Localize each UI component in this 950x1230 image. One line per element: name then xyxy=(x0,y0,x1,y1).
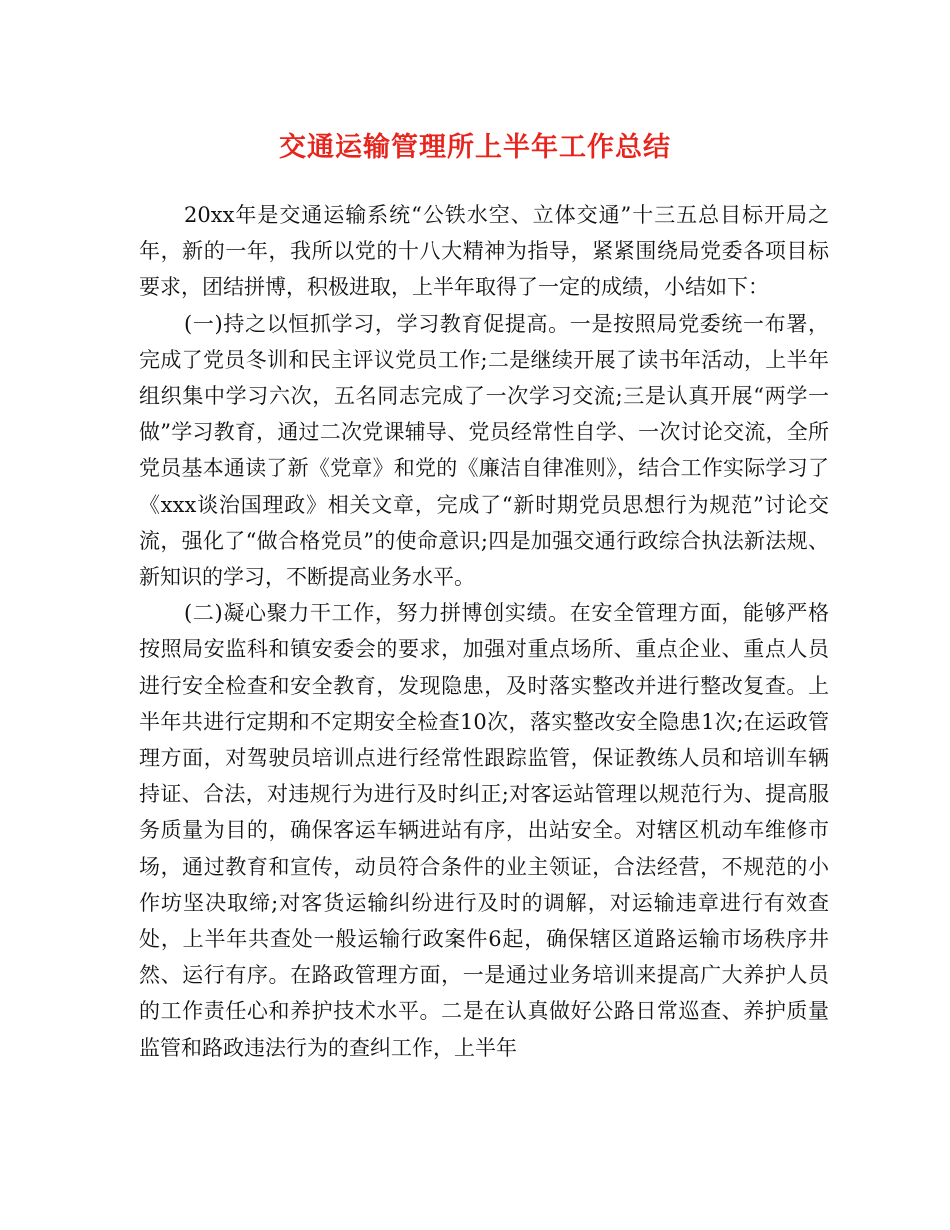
document-body xyxy=(139,197,829,1066)
document-title: 交通运输管理所上半年工作总结 xyxy=(279,132,671,163)
paragraph-study: (一)持之以恒抓学习，学习教育促提高。一是按照局党委统一布署，完成了党员冬训和民主评议党员工作;二是继续开展了读书年活动，上半年组织集中学习六次，五名同志完成了一次学习交流;三是认真开展“两学一做”学习教育，通过二次党课辅导、党员经常性自学、一次讨论交流，全所党员基本通读了新《党章》和党的《廉洁自律准则》，结合工作实际学习了《xxx谈治国理政》相关文章，完成了“新时期党员思想行为规范”讨论交流，强化了“做合格党员”的使命意识;四是加强交通行政综合执法新法规、新知识的学习，不断提高业务水平。 xyxy=(139,311,829,590)
paragraph-intro: 20xx年是交通运输系统“公铁水空、立体交通”十三五总目标开局之年，新的一年，我所以党的十八大精神为指导，紧紧围绕局党委各项目标要求，团结拼博，积极进取，上半年取得了一定的成绩，小结如下： xyxy=(139,203,829,300)
paragraph-work: (二)凝心聚力干工作，努力拼博创实绩。在安全管理方面，能够严格按照局安监科和镇安委会的要求，加强对重点场所、重点企业、重点人员进行安全检查和安全教育，发现隐患，及时落实整改并进行整改复查。上半年共进行定期和不定期安全检查10次，落实整改安全隐患1次;在运政管理方面，对驾驶员培训点进行经常性跟踪监管，保证教练人员和培训车辆持证、合法，对违规行为进行及时纠正;对客运站管理以规范行为、提高服务质量为目的，确保客运车辆进站有序，出站安全。对辖区机动车维修市场，通过教育和宣传，动员符合条件的业主领证，合法经营，不规范的小作坊坚决取缔;对客货运输纠纷进行及时的调解，对运输违章进行有效查处，上半年共查处一般运输行政案件6起，确保辖区道路运输市场秩序井然、运行有序。在路政管理方面，一是通过业务培训来提高广大养护人员的工作责任心和养护技术水平。二是在认真做好公路日常巡查、养护质量监管和路政违法行为的查纠工作，上半年 xyxy=(139,601,829,1060)
